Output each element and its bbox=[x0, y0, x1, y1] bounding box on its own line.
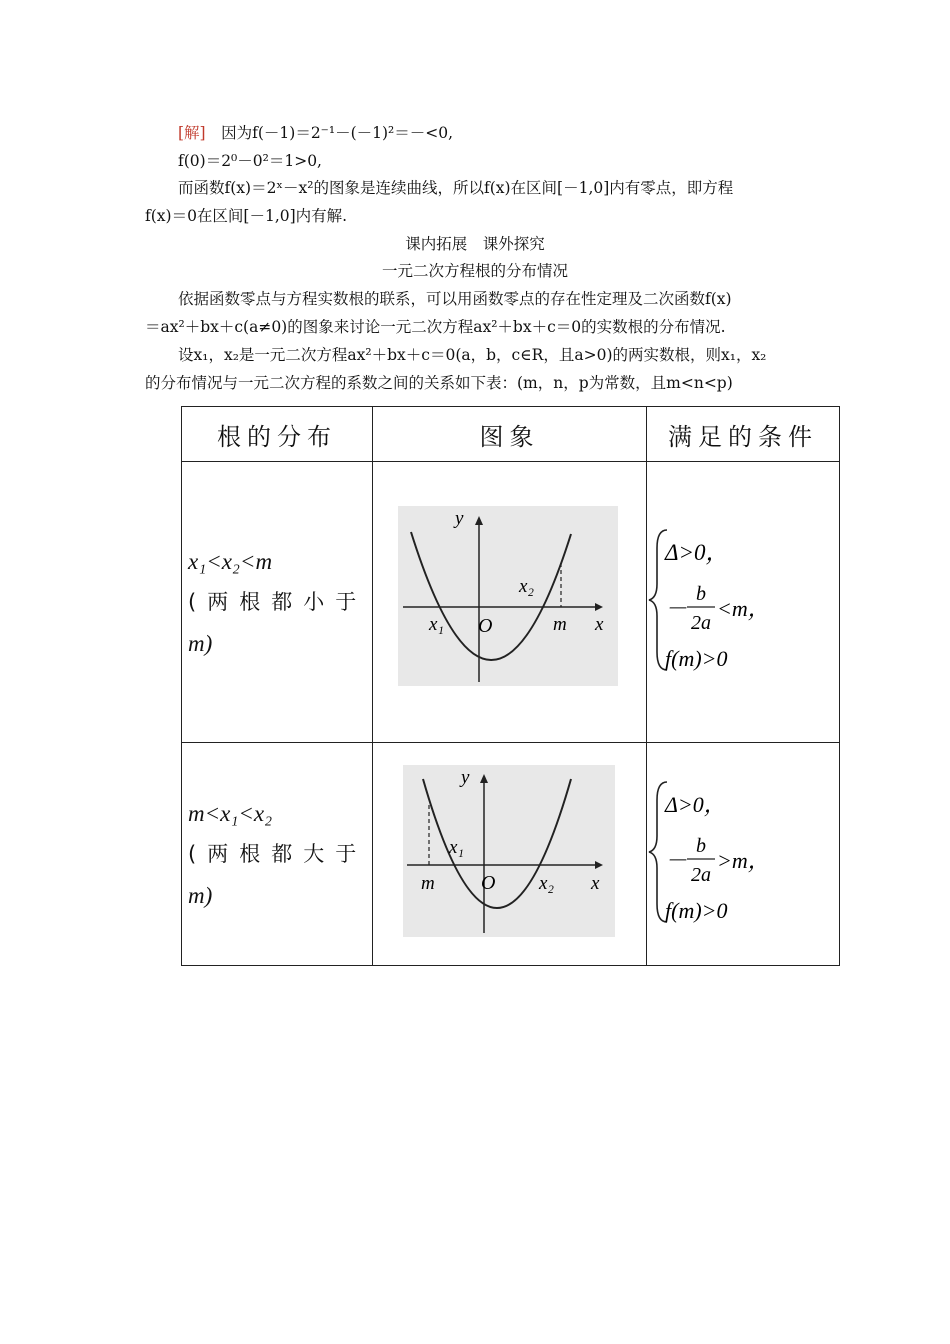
condition-fm: f(m)>0 bbox=[665, 646, 728, 671]
header-graph: 图象 bbox=[373, 407, 647, 462]
condition-vertex: >m， bbox=[717, 848, 770, 873]
x2-label: x₂ bbox=[539, 873, 555, 894]
root-distribution-table bbox=[181, 406, 840, 966]
distribution-cell bbox=[182, 462, 373, 743]
intro-line-4: 的分布情况与一元二次方程的系数之间的关系如下表：(m，n，p为常数，且m<n<p) bbox=[145, 374, 733, 392]
solution-line-2: f(0)＝2⁰－0²＝1>0, bbox=[178, 152, 322, 170]
solution-tag: [解] bbox=[178, 124, 206, 142]
condition-system bbox=[647, 772, 839, 932]
table-row bbox=[182, 743, 840, 966]
table-row bbox=[182, 462, 840, 743]
distribution-formula: m<x₁<x₂ bbox=[188, 800, 273, 826]
graph-background bbox=[403, 765, 615, 937]
header-root-distribution: 根的分布 bbox=[182, 407, 373, 462]
conditions-cell bbox=[647, 462, 840, 743]
condition-numerator: b bbox=[696, 835, 706, 857]
solution-line-3: 而函数f(x)＝2ˣ－x²的图象是连续曲线，所以f(x)在区间[－1,0]内有零点，即方程 bbox=[178, 179, 734, 197]
distribution-note-end: m) bbox=[188, 630, 213, 656]
intro-line-1: 依据函数零点与方程实数根的联系，可以用函数零点的存在性定理及二次函数f(x) bbox=[178, 290, 732, 308]
condition-sign: － bbox=[665, 848, 688, 873]
table-header-row bbox=[182, 407, 840, 462]
distribution-note: (两根都大于 bbox=[188, 841, 368, 866]
solution-line-4: f(x)＝0在区间[－1,0]内有解. bbox=[145, 207, 348, 225]
distribution-note: (两根都小于 bbox=[188, 589, 368, 614]
x1-label: x₁ bbox=[449, 837, 465, 858]
condition-denominator: 2a bbox=[691, 612, 711, 634]
y-axis-label: y bbox=[455, 508, 464, 529]
header-conditions: 满足的条件 bbox=[647, 407, 840, 462]
x-axis-label: x bbox=[595, 614, 604, 635]
distribution-note-end: m) bbox=[188, 882, 213, 908]
condition-numerator: b bbox=[696, 583, 706, 605]
graph-cell bbox=[373, 743, 647, 966]
section-subheading: 一元二次方程根的分布情况 bbox=[381, 262, 568, 280]
origin-label: O bbox=[481, 872, 496, 894]
parabola-graph-right-roots bbox=[373, 743, 646, 961]
condition-delta: Δ>0， bbox=[665, 540, 729, 565]
origin-label: O bbox=[478, 615, 493, 637]
m-label: m bbox=[421, 873, 435, 894]
graph-cell bbox=[373, 462, 647, 743]
condition-vertex: <m， bbox=[717, 596, 770, 621]
condition-sign: － bbox=[665, 596, 688, 621]
condition-denominator: 2a bbox=[691, 864, 711, 886]
x2-label: x₂ bbox=[519, 576, 535, 597]
graph-background bbox=[398, 506, 618, 686]
section-heading: 课内拓展 课外探究 bbox=[405, 235, 545, 253]
conditions-cell bbox=[647, 743, 840, 966]
x-axis-label: x bbox=[591, 873, 600, 894]
x1-label: x₁ bbox=[429, 614, 445, 635]
distribution-cell bbox=[182, 743, 373, 966]
intro-line-2: ＝ax²＋bx＋c(a≠0)的图象来讨论一元二次方程ax²＋bx＋c＝0的实数根的分布情况. bbox=[145, 318, 726, 336]
y-axis-label: y bbox=[461, 767, 470, 788]
distribution-formula: x₁<x₂<m bbox=[188, 548, 273, 574]
solution-line-1: [解] 因为f(－1)＝2⁻¹－(－1)²＝－<0, bbox=[178, 124, 454, 142]
parabola-graph-left-roots bbox=[373, 462, 646, 738]
condition-system bbox=[647, 520, 839, 680]
intro-line-3: 设x₁，x₂是一元二次方程ax²＋bx＋c＝0(a，b，c∈R，且a>0)的两实数根，则x₁，x₂ bbox=[178, 346, 767, 364]
condition-delta: Δ>0， bbox=[665, 792, 726, 817]
m-label: m bbox=[553, 614, 567, 635]
condition-fm: f(m)>0 bbox=[665, 898, 728, 923]
